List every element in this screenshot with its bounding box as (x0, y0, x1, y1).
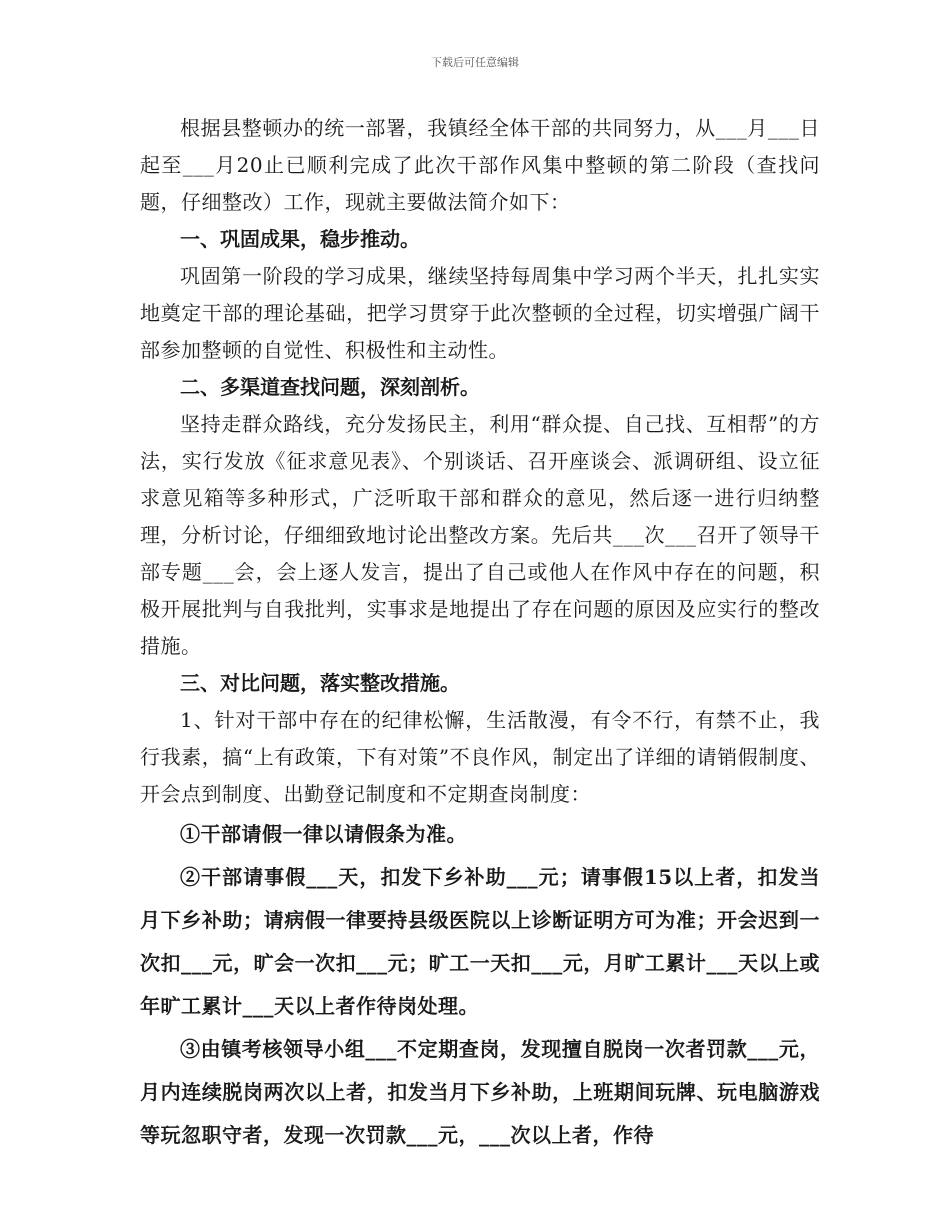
page-header: 下载后可任意编辑 (431, 56, 519, 69)
rule-item-2: ②干部请事假___天，扣发下乡补助___元；请事假15以上者，扣发当月下乡补助；请病假一律要持县级医院以上诊断证明方可为准；开会迟到一次扣___元，旷会一次扣___元；旷工一天扣___元，月旷工累计___天以上或年旷工累计___天以上者作待岗处理。 (140, 865, 820, 1018)
section-heading-1: 一、巩固成果，稳步推动。 (180, 227, 420, 251)
rule-item-1: ①干部请假一律以请假条为准。 (180, 822, 467, 846)
section-body-1: 巩固第一阶段的学习成果，继续坚持每周集中学习两个半天，扎扎实实地奠定干部的理论基础，把学习贯穿于此次整顿的全过程，切实增强广阔干部参加整顿的自觉性、积极性和主动性。 (140, 264, 820, 362)
section-body-3: 1、针对干部中存在的纪律松懈，生活散漫，有令不行，有禁不止，我行我素，搞“上有政策，下有对策”不良作风，制定出了详细的请销假制度、开会点到制度、出勤登记制度和不定期查岗制度： (140, 708, 820, 806)
section-heading-2: 二、多渠道查找问题，深刻剖析。 (180, 375, 480, 399)
section-heading-3: 三、对比问题，落实整改措施。 (180, 671, 460, 695)
section-body-2: 坚持走群众路线，充分发扬民主，利用“群众提、自己找、互相帮”的方法，实行发放《征求意见表》、个别谈话、召开座谈会、派调研组、设立征求意见箱等多种形式，广泛听取干部和群众的意见，然后逐一进行归纳整理，分析讨论，仔细细致地讨论出整改方案。先后共___次___召开了领导干部专题___会，会上逐人发言，提出了自己或他人在作风中存在的问题，积极开展批判与自我批判，实事求是地提出了存在问题的原因及应实行的整改措施。 (140, 412, 820, 658)
rule-item-3: ③由镇考核领导小组___不定期查岗，发现擅自脱岗一次者罚款___元，月内连续脱岗两次以上者，扣发当月下乡补助，上班期间玩牌、玩电脑游戏等玩忽职守者，发现一次罚款___元，___次以上者，作待 (140, 1037, 820, 1147)
document-body (140, 110, 820, 1157)
intro-paragraph: 根据县整顿办的统一部署，我镇经全体干部的共同努力，从___月___日起至___月20止已顺利完成了此次干部作风集中整顿的第二阶段（查找问题，仔细整改）工作，现就主要做法简介如下： (140, 116, 820, 214)
